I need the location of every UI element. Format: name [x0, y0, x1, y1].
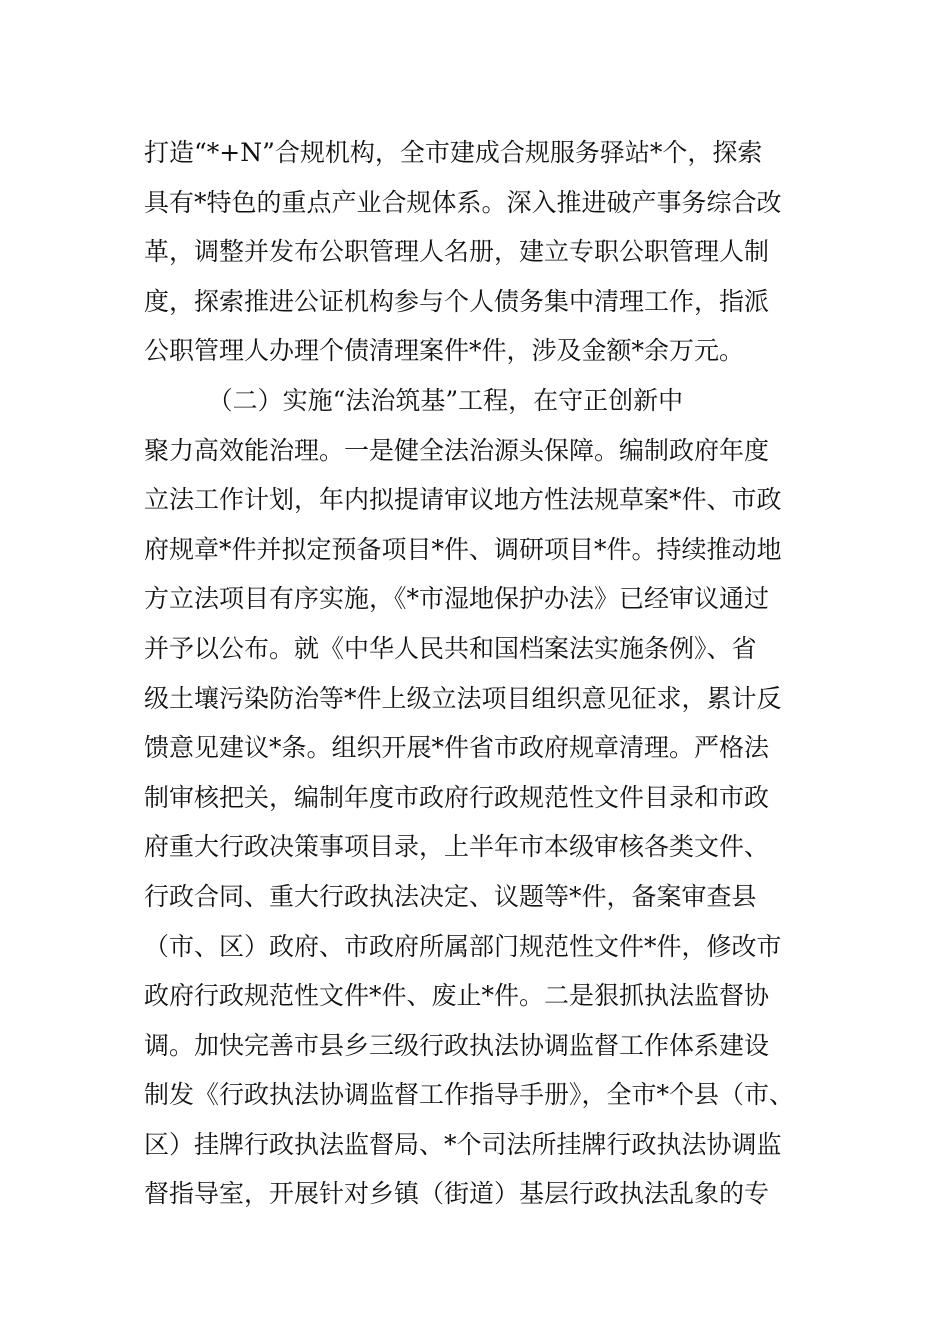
text-line: 打造“*+N”合规机构，全市建成合规服务驿站*个，探索 — [144, 138, 763, 167]
text-line: 区）挂牌行政执法监督局、*个司法所挂牌行政执法协调监 — [144, 1129, 782, 1159]
text-line: 具有*特色的重点产业合规体系。深入推进破产事务综合改 — [144, 187, 782, 217]
text-line: （市、区）政府、市政府所属部门规范性文件*件，修改市 — [144, 931, 782, 961]
text-line: 府规章*件并拟定预备项目*件、调研项目*件。持续推动地 — [144, 534, 782, 564]
text-line: 馈意见建议*条。组织开展*件省市政府规章清理。严格法 — [144, 733, 770, 763]
text-line: 公职管理人办理个债清理案件*件，涉及金额*余万元。 — [144, 336, 745, 366]
text-line: 革，调整并发布公职管理人名册，建立专职公职管理人制 — [144, 237, 770, 267]
text-line: 政府行政规范性文件*件、废止*件。二是狠抓执法监督协 — [144, 981, 770, 1011]
section-heading-line: （二）实施“法治筑基”工程，在守正创新中 — [144, 385, 684, 415]
text-line: 府重大行政决策事项目录，上半年市本级审核各类文件、 — [144, 832, 770, 862]
text-line: 调。加快完善市县乡三级行政执法协调监督工作体系建设 — [144, 1030, 770, 1060]
text-line: 方立法项目有序实施，《*市湿地保护办法》已经审议通过 — [144, 584, 770, 614]
text-line: 聚力高效能治理。一是健全法治源头保障。编制政府年度 — [144, 435, 770, 465]
text-line: 立法工作计划，年内拟提请审议地方性法规草案*件、市政 — [144, 485, 782, 515]
text-line: 度，探索推进公证机构参与个人债务集中清理工作，指派 — [144, 286, 770, 316]
body-text — [144, 128, 844, 1219]
text-line: 督指导室，开展针对乡镇（街道）基层行政执法乱象的专 — [144, 1179, 770, 1209]
text-line: 制发《行政执法协调监督工作指导手册》，全市*个县（市、 — [144, 1080, 795, 1110]
text-line: 制审核把关，编制年度市政府行政规范性文件目录和市政 — [144, 782, 770, 812]
text-line: 行政合同、重大行政执法决定、议题等*件，备案审查县 — [144, 881, 757, 911]
text-line: 并予以公布。就《中华人民共和国档案法实施条例》、省 — [144, 633, 757, 663]
text-line: 级土壤污染防治等*件上级立法项目组织意见征求，累计反 — [144, 683, 782, 713]
